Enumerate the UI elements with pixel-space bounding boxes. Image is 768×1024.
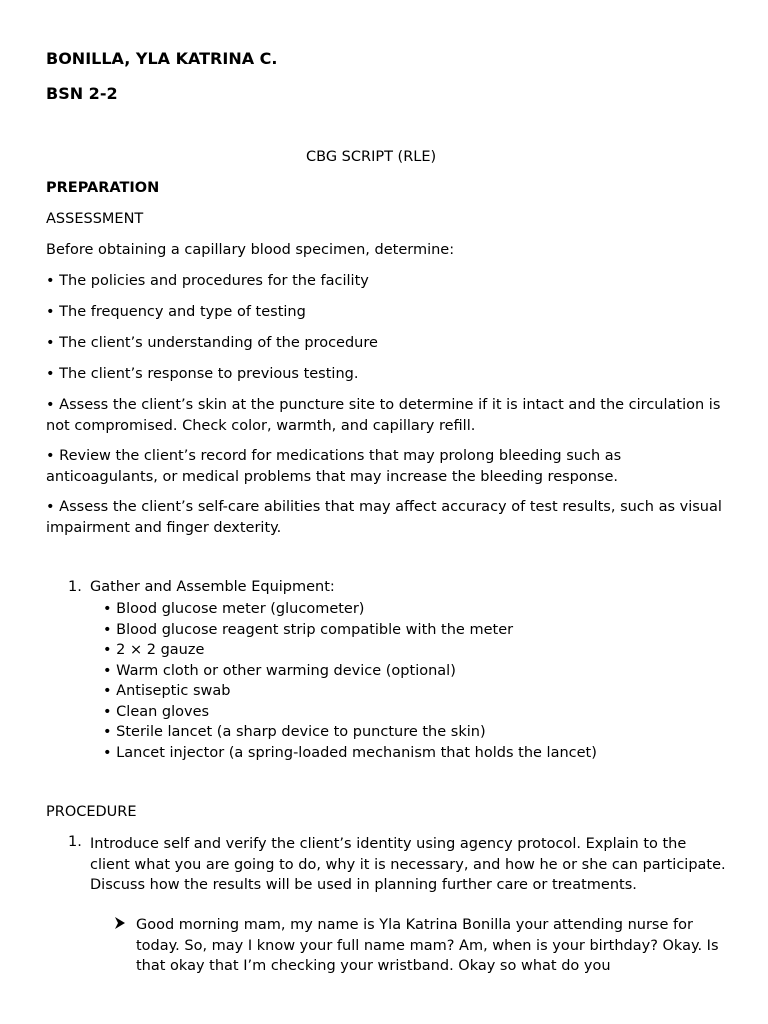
equipment-heading: Gather and Assemble Equipment: xyxy=(90,579,335,595)
preparation-heading: PREPARATION xyxy=(46,180,160,196)
document-title: CBG SCRIPT (RLE) xyxy=(306,149,437,165)
equipment-number: 1. xyxy=(68,579,82,595)
student-name: BONILLA, YLA KATRINA C. xyxy=(46,49,278,68)
assessment-label: ASSESSMENT xyxy=(46,211,144,227)
equipment-item: • Antiseptic swab xyxy=(103,683,231,699)
procedure-step-text: Introduce self and verify the client’s identity using agency protocol. Explain to the client what you are going to do, why it is necessary, and how he or she can participate. Discuss how the results will be used in planning further care or treatments. xyxy=(90,836,726,893)
assessment-intro: Before obtaining a capillary blood specimen, determine: xyxy=(46,242,455,258)
equipment-item: • 2 × 2 gauze xyxy=(103,642,205,658)
assessment-bullet: • The client’s understanding of the procedure xyxy=(46,335,378,351)
assessment-bullet: • Assess the client’s skin at the puncture site to determine if it is intact and the circulation is not compromised. Check color, warmth, and capillary refill. xyxy=(46,397,721,434)
equipment-item: • Blood glucose reagent strip compatible with the meter xyxy=(103,621,514,638)
procedure-step-number: 1. xyxy=(68,834,82,850)
equipment-item: • Sterile lancet (a sharp device to puncture the skin) xyxy=(103,724,486,740)
assessment-bullet: • Assess the client’s self-care abilities that may affect accuracy of test results, such as visual impairment and finger dexterity. xyxy=(46,499,722,536)
equipment-item: • Clean gloves xyxy=(103,703,210,720)
arrow-bullet-icon xyxy=(114,916,126,934)
equipment-item: • Blood glucose meter (glucometer) xyxy=(103,601,365,617)
student-section: BSN 2-2 xyxy=(46,84,118,103)
assessment-bullet: • Review the client’s record for medications that may prolong bleeding such as anticoagulants, or medical problems that may increase the bleeding response. xyxy=(46,448,622,485)
equipment-list xyxy=(103,599,597,763)
equipment-item: • Lancet injector (a spring-loaded mechanism that holds the lancet) xyxy=(103,744,597,761)
procedure-heading: PROCEDURE xyxy=(46,804,137,820)
equipment-item: • Warm cloth or other warming device (optional) xyxy=(103,662,456,679)
assessment-bullet: • The client’s response to previous testing. xyxy=(46,366,359,382)
assessment-bullet: • The policies and procedures for the facility xyxy=(46,273,369,289)
procedure-step-script: Good morning mam, my name is Yla Katrina Bonilla your attending nurse for today. So, may I know your full name mam? Am, when is your birthday? Okay. Is that okay that I’m checking your wristband. Okay so what do you xyxy=(136,917,719,974)
assessment-bullet: • The frequency and type of testing xyxy=(46,304,306,320)
